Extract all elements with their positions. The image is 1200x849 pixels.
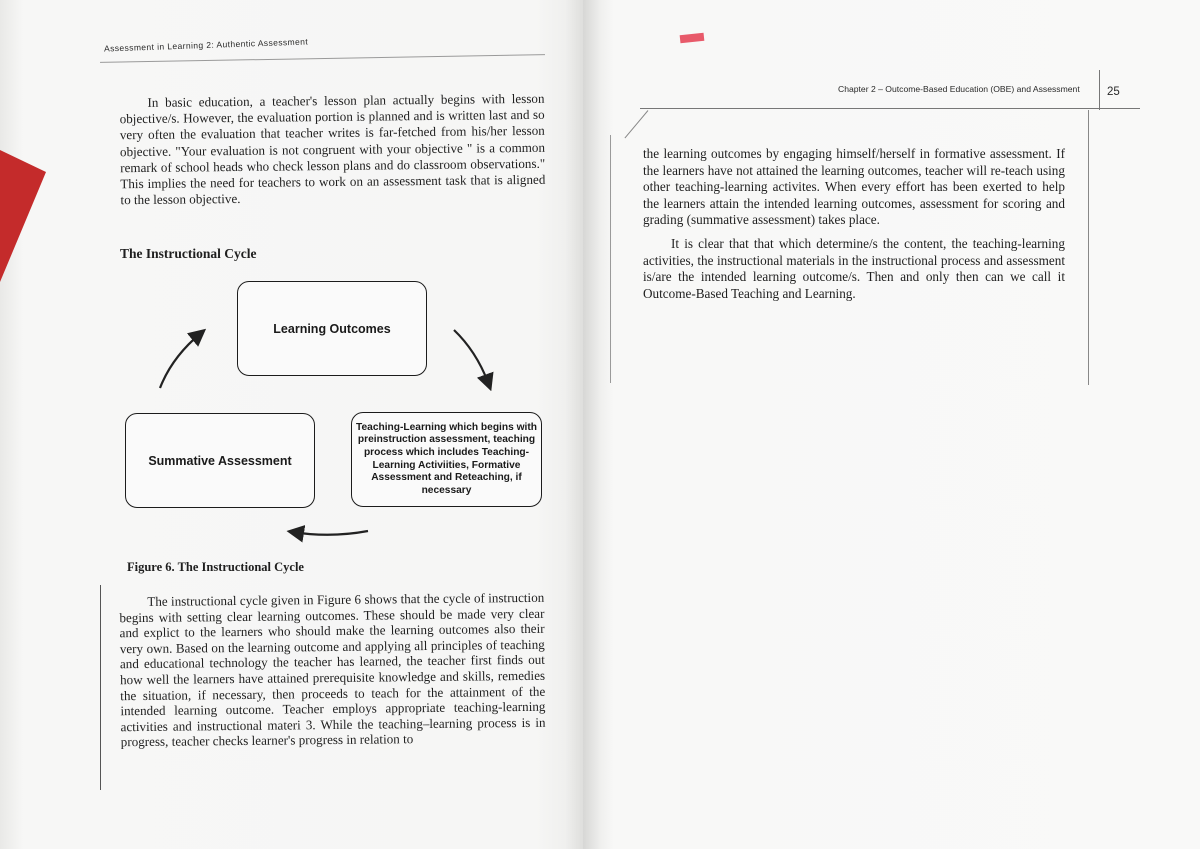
left-running-head: Assessment in Learning 2: Authentic Assessment: [103, 36, 309, 54]
left-margin-line: [100, 585, 101, 790]
left-paragraph-2: [119, 590, 546, 750]
arrow-to-summative-assessment: [293, 531, 368, 535]
arrow-to-teaching-learning: [454, 330, 489, 385]
right-header-rule: [640, 108, 1140, 109]
right-frame-left: [610, 135, 611, 383]
right-running-head: Chapter 2 – Outcome-Based Education (OBE) and Assessment: [838, 84, 1080, 94]
figure-caption: Figure 6. The Instructional Cycle: [127, 560, 304, 574]
left-paragraph-2-text: The instructional cycle given in Figure 6 shows that the cycle of instruction begins with setting clear learning outcomes. These should be made very clear and explict to the learners who should make the learning outcomes also their very own. Based on the learning outcome and applying all principles of teaching and educational technology the teacher has learned, the teacher first finds out how well the learners have attained prerequisite knowledge and skills, remedies the situation, if necessary, then proceeds to teach for the attainment of the intended learning outcome. Teacher employs appropriate teaching-learning activities and instructional materi 3. While the teaching–learning process is in progress, teacher checks learner's progress in relation to: [119, 589, 546, 750]
right-text-block: [643, 146, 1065, 302]
right-paragraph-2: It is clear that that which determine/s the content, the teaching-learning activities, the instructional materials in the instructional process and assessment is/are the intended learning outcome/s. Then and only then can we call it Outcome-Based Teaching and Learning.: [643, 235, 1065, 301]
teaching-learning-box: Teaching-Learning which begins with preinstruction assessment, teaching process which includes Teaching-Learning Activiities, Formative Assessment and Reteaching, if necessary: [351, 412, 542, 507]
summative-assessment-box: Summative Assessment: [125, 413, 315, 508]
page-number: 25: [1107, 86, 1120, 98]
left-paragraph-1-text: In basic education, a teacher's lesson plan actually begins with lesson objective/s. However, the evaluation portion is planned and is written last and so very often the evaluation that teacher writes is far-fetched from his/her lesson objective. "Your evaluation is not congruent with your objective " is a common remark of school heads who check lesson plans and do classroom observations." This implies the need for teachers to work on an assessment task that is aligned to the lesson objective.: [119, 90, 546, 208]
page-number-divider: [1099, 70, 1100, 110]
arrow-to-learning-outcomes: [160, 333, 201, 388]
learning-outcomes-box: Learning Outcomes: [237, 281, 427, 376]
right-text-frame: [1088, 110, 1089, 385]
right-paragraph-1: the learning outcomes by engaging himself/herself in formative assessment. If the learners have not attained the learning outcomes, teacher will re-teach using other teaching-learning activites. When every effort has been exerted to help the learners attain the intended learning outcomes, assessment for scoring and grading (summative assessment) takes place.: [643, 146, 1065, 228]
section-title: The Instructional Cycle: [120, 246, 257, 261]
